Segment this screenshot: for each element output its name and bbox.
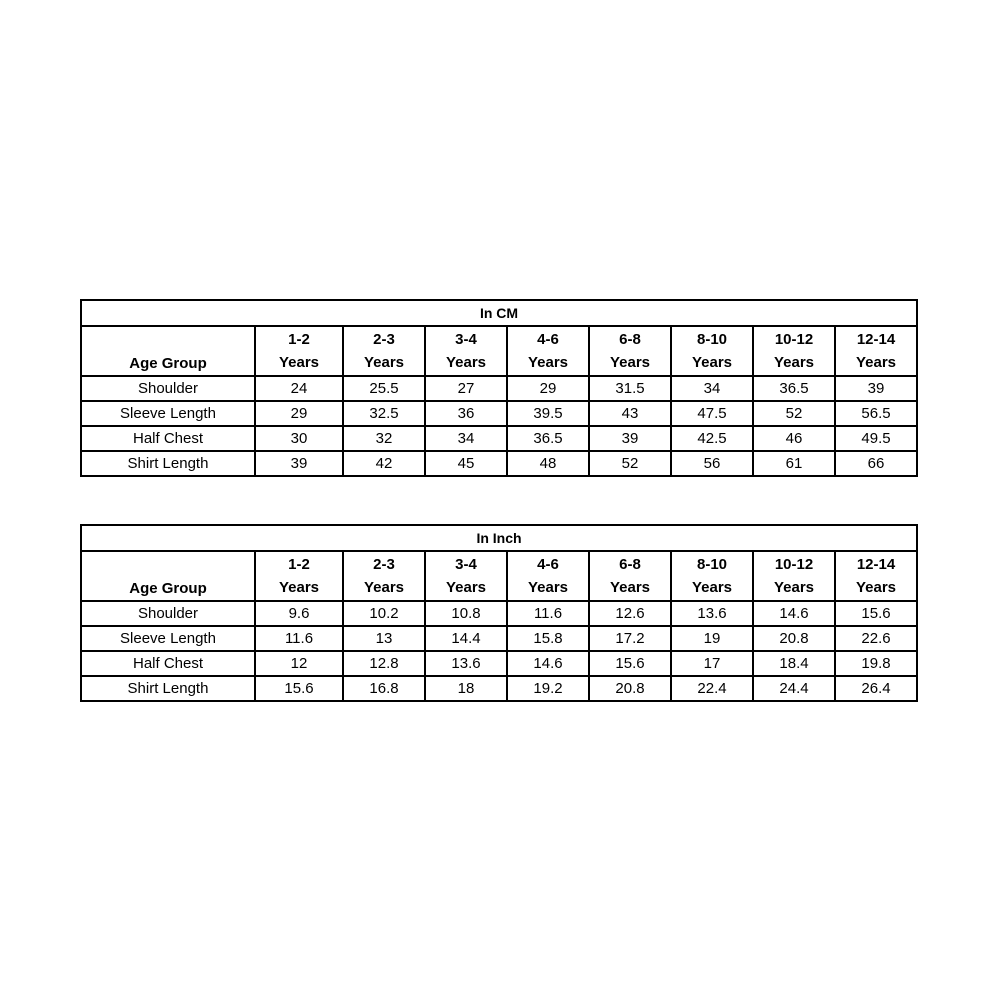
year-unit: Years (527, 579, 569, 596)
year-header (343, 326, 425, 376)
year-unit: Years (773, 579, 815, 596)
table-cell: 20.8 (589, 676, 671, 701)
year-range: 3-4 (455, 556, 477, 573)
year-unit: Years (363, 354, 405, 371)
table-cell: 27 (425, 376, 507, 401)
table-cell: 39 (255, 451, 343, 476)
table-cell: 12.8 (343, 651, 425, 676)
table-row (81, 651, 917, 676)
table-cell: 11.6 (507, 601, 589, 626)
row-label: Shirt Length (81, 676, 255, 701)
year-header (671, 326, 753, 376)
year-header (255, 551, 343, 601)
year-header (255, 326, 343, 376)
table-cell: 43 (589, 401, 671, 426)
age-group-header: Age Group (81, 551, 255, 601)
year-header (671, 551, 753, 601)
table-cell: 24 (255, 376, 343, 401)
table-cell: 17.2 (589, 626, 671, 651)
year-range: 1-2 (288, 556, 310, 573)
table-cell: 13.6 (671, 601, 753, 626)
table-cell: 10.8 (425, 601, 507, 626)
year-unit: Years (691, 354, 733, 371)
table-cell: 30 (255, 426, 343, 451)
table-cell: 52 (753, 401, 835, 426)
year-range: 10-12 (774, 556, 814, 573)
table-cell: 15.6 (255, 676, 343, 701)
table-cell: 47.5 (671, 401, 753, 426)
table-cell: 39.5 (507, 401, 589, 426)
table-cell: 61 (753, 451, 835, 476)
table-row (81, 676, 917, 701)
row-label: Half Chest (81, 651, 255, 676)
table-cell: 12 (255, 651, 343, 676)
table-cell: 19 (671, 626, 753, 651)
year-header (425, 551, 507, 601)
table-cell: 49.5 (835, 426, 917, 451)
table-cell: 14.4 (425, 626, 507, 651)
row-label: Sleeve Length (81, 626, 255, 651)
table-cell: 22.4 (671, 676, 753, 701)
table-cell: 31.5 (589, 376, 671, 401)
year-range: 12-14 (856, 331, 896, 348)
year-range: 4-6 (537, 331, 559, 348)
year-header (507, 551, 589, 601)
year-header (835, 551, 917, 601)
table-cell: 36.5 (507, 426, 589, 451)
row-label: Shoulder (81, 601, 255, 626)
table-cell: 42.5 (671, 426, 753, 451)
table-cell: 12.6 (589, 601, 671, 626)
table-cell: 15.8 (507, 626, 589, 651)
table-cell: 48 (507, 451, 589, 476)
table-cell: 9.6 (255, 601, 343, 626)
year-unit: Years (855, 354, 897, 371)
table-cell: 29 (507, 376, 589, 401)
year-range: 1-2 (288, 331, 310, 348)
table-cell: 19.2 (507, 676, 589, 701)
table-cell: 15.6 (835, 601, 917, 626)
table-cell: 45 (425, 451, 507, 476)
table-cell: 39 (589, 426, 671, 451)
table-cell: 34 (671, 376, 753, 401)
year-header (343, 551, 425, 601)
year-range: 10-12 (774, 331, 814, 348)
year-unit: Years (609, 579, 651, 596)
table-cell: 46 (753, 426, 835, 451)
size-table-cm (80, 299, 918, 477)
year-header (753, 326, 835, 376)
table-cell: 34 (425, 426, 507, 451)
table-cell: 19.8 (835, 651, 917, 676)
year-range: 3-4 (455, 331, 477, 348)
year-range: 8-10 (696, 556, 728, 573)
year-unit: Years (278, 354, 320, 371)
year-header (425, 326, 507, 376)
table-cell: 25.5 (343, 376, 425, 401)
year-range: 6-8 (619, 556, 641, 573)
table-cell: 32.5 (343, 401, 425, 426)
table-cell: 29 (255, 401, 343, 426)
table-row (81, 601, 917, 626)
row-label: Shirt Length (81, 451, 255, 476)
table-row (81, 376, 917, 401)
year-range: 2-3 (373, 556, 395, 573)
table-cell: 36.5 (753, 376, 835, 401)
year-unit: Years (445, 579, 487, 596)
table-title: In Inch (81, 525, 917, 551)
table-cell: 17 (671, 651, 753, 676)
row-label: Shoulder (81, 376, 255, 401)
year-range: 4-6 (537, 556, 559, 573)
year-unit: Years (609, 354, 651, 371)
table-cell: 13.6 (425, 651, 507, 676)
table-title: In CM (81, 300, 917, 326)
table-cell: 22.6 (835, 626, 917, 651)
age-group-header: Age Group (81, 326, 255, 376)
row-label: Sleeve Length (81, 401, 255, 426)
table-cell: 32 (343, 426, 425, 451)
year-header (835, 326, 917, 376)
table-cell: 15.6 (589, 651, 671, 676)
table-cell: 11.6 (255, 626, 343, 651)
year-header (507, 326, 589, 376)
table-cell: 18.4 (753, 651, 835, 676)
year-range: 6-8 (619, 331, 641, 348)
size-table-inch (80, 524, 918, 702)
year-unit: Years (773, 354, 815, 371)
table-cell: 24.4 (753, 676, 835, 701)
table-row (81, 626, 917, 651)
table-cell: 14.6 (507, 651, 589, 676)
table-cell: 26.4 (835, 676, 917, 701)
row-label: Half Chest (81, 426, 255, 451)
table-cell: 52 (589, 451, 671, 476)
year-unit: Years (445, 354, 487, 371)
table-row (81, 401, 917, 426)
year-unit: Years (855, 579, 897, 596)
table-cell: 56.5 (835, 401, 917, 426)
table-row (81, 426, 917, 451)
table-cell: 13 (343, 626, 425, 651)
table-cell: 39 (835, 376, 917, 401)
table-row (81, 451, 917, 476)
table-cell: 42 (343, 451, 425, 476)
table-cell: 14.6 (753, 601, 835, 626)
year-header (589, 551, 671, 601)
table-cell: 18 (425, 676, 507, 701)
year-range: 12-14 (856, 556, 896, 573)
table-cell: 36 (425, 401, 507, 426)
year-header (589, 326, 671, 376)
table-cell: 16.8 (343, 676, 425, 701)
table-cell: 20.8 (753, 626, 835, 651)
year-unit: Years (278, 579, 320, 596)
table-cell: 66 (835, 451, 917, 476)
table-cell: 10.2 (343, 601, 425, 626)
year-unit: Years (691, 579, 733, 596)
year-range: 8-10 (696, 331, 728, 348)
year-header (753, 551, 835, 601)
table-cell: 56 (671, 451, 753, 476)
year-range: 2-3 (373, 331, 395, 348)
year-unit: Years (527, 354, 569, 371)
year-unit: Years (363, 579, 405, 596)
